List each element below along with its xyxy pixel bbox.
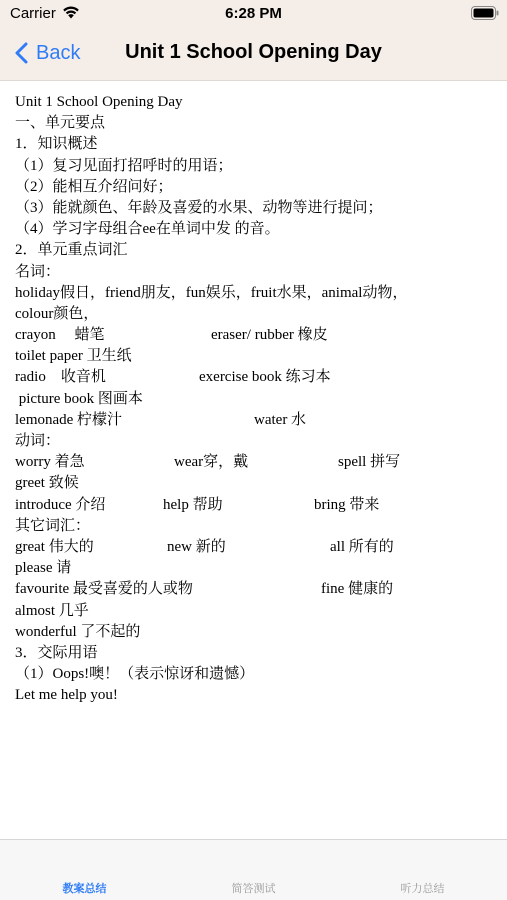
vocab-item: toilet paper 卫生纸	[15, 348, 132, 365]
vocab-item: lemonade 柠檬汁	[15, 411, 123, 428]
vocab-row	[15, 473, 495, 494]
navigation-bar	[0, 28, 507, 81]
vocab-item: please 请	[15, 560, 72, 577]
battery-icon	[471, 6, 499, 20]
tab-bar	[0, 839, 507, 900]
vocab-row	[15, 495, 495, 516]
vocab-item: fine 健康的	[321, 581, 394, 598]
content-line: Let me help you!	[15, 687, 118, 704]
vocab-item: spell 拼写	[338, 454, 401, 471]
content-line: 3．交际用语	[15, 644, 98, 661]
content-line: （4）学习字母组合ee在单词中发 的音。	[15, 221, 280, 238]
content-line: 2．单元重点词汇	[15, 242, 128, 259]
vocab-item: great 伟大的	[15, 538, 94, 555]
content-line: holiday假日，friend朋友，fun娱乐，fruit水果，animal动物，	[15, 284, 408, 301]
vocab-item: wear穿，戴	[174, 454, 249, 471]
content-line: 1．知识概述	[15, 136, 98, 153]
vocab-item: new 新的	[167, 538, 226, 555]
vocab-row	[15, 389, 495, 410]
content-line: Unit 1 School Opening Day	[15, 94, 183, 110]
vocab-item: wonderful 了不起的	[15, 623, 141, 640]
vocab-item: radio 收音机	[15, 369, 106, 386]
content-line: （2）能相互介绍问好；	[15, 178, 173, 195]
status-bar	[0, 0, 507, 28]
vocab-row	[15, 558, 495, 579]
vocab-item: water 水	[254, 411, 307, 428]
content-line: colour颜色，	[15, 305, 99, 322]
vocab-row	[15, 346, 495, 367]
vocab-item: all 所有的	[330, 538, 394, 555]
vocab-row	[15, 410, 495, 431]
tab-short-answer-test[interactable]: 简答测试	[231, 883, 276, 895]
section-heading: 其它词汇：	[15, 517, 91, 534]
vocab-item: exercise book 练习本	[199, 369, 331, 386]
lesson-content	[15, 92, 495, 706]
content-line: 一、单元要点	[15, 115, 106, 132]
content-line: （3）能就颜色、年龄及喜爱的水果、动物等进行提问；	[15, 199, 383, 216]
content-line: 名词：	[15, 263, 61, 280]
vocab-item: almost 几乎	[15, 602, 89, 619]
vocab-row	[15, 601, 495, 622]
back-label: Back	[36, 41, 81, 64]
status-time: 6:28 PM	[225, 5, 282, 22]
content-line: （1）复习见面打招呼时的用语；	[15, 157, 233, 174]
vocab-item: crayon 蜡笔	[15, 327, 105, 344]
vocab-item: bring 带来	[314, 496, 380, 513]
vocab-item: favourite 最受喜爱的人或物	[15, 581, 193, 598]
vocab-item: help 帮助	[163, 496, 223, 513]
carrier-label: Carrier	[10, 5, 56, 22]
vocab-row	[15, 325, 495, 346]
content-line: （1）Oops!噢！（表示惊讶和遗憾）	[15, 666, 255, 683]
vocab-row	[15, 452, 495, 473]
vocab-item: introduce 介绍	[15, 496, 106, 513]
tab-lesson-summary[interactable]: 教案总结	[62, 883, 107, 895]
vocab-row	[15, 622, 495, 643]
vocab-row	[15, 579, 495, 600]
vocab-item: worry 着急	[15, 454, 85, 471]
page-title: Unit 1 School Opening Day	[125, 41, 382, 63]
tab-listening-summary[interactable]: 听力总结	[400, 883, 445, 895]
section-heading: 动词：	[15, 433, 61, 449]
vocab-row	[15, 367, 495, 388]
vocab-item: eraser/ rubber 橡皮	[211, 327, 328, 344]
vocab-item: greet 致候	[15, 475, 79, 492]
vocab-row	[15, 537, 495, 558]
vocab-item: picture book 图画本	[15, 390, 143, 407]
